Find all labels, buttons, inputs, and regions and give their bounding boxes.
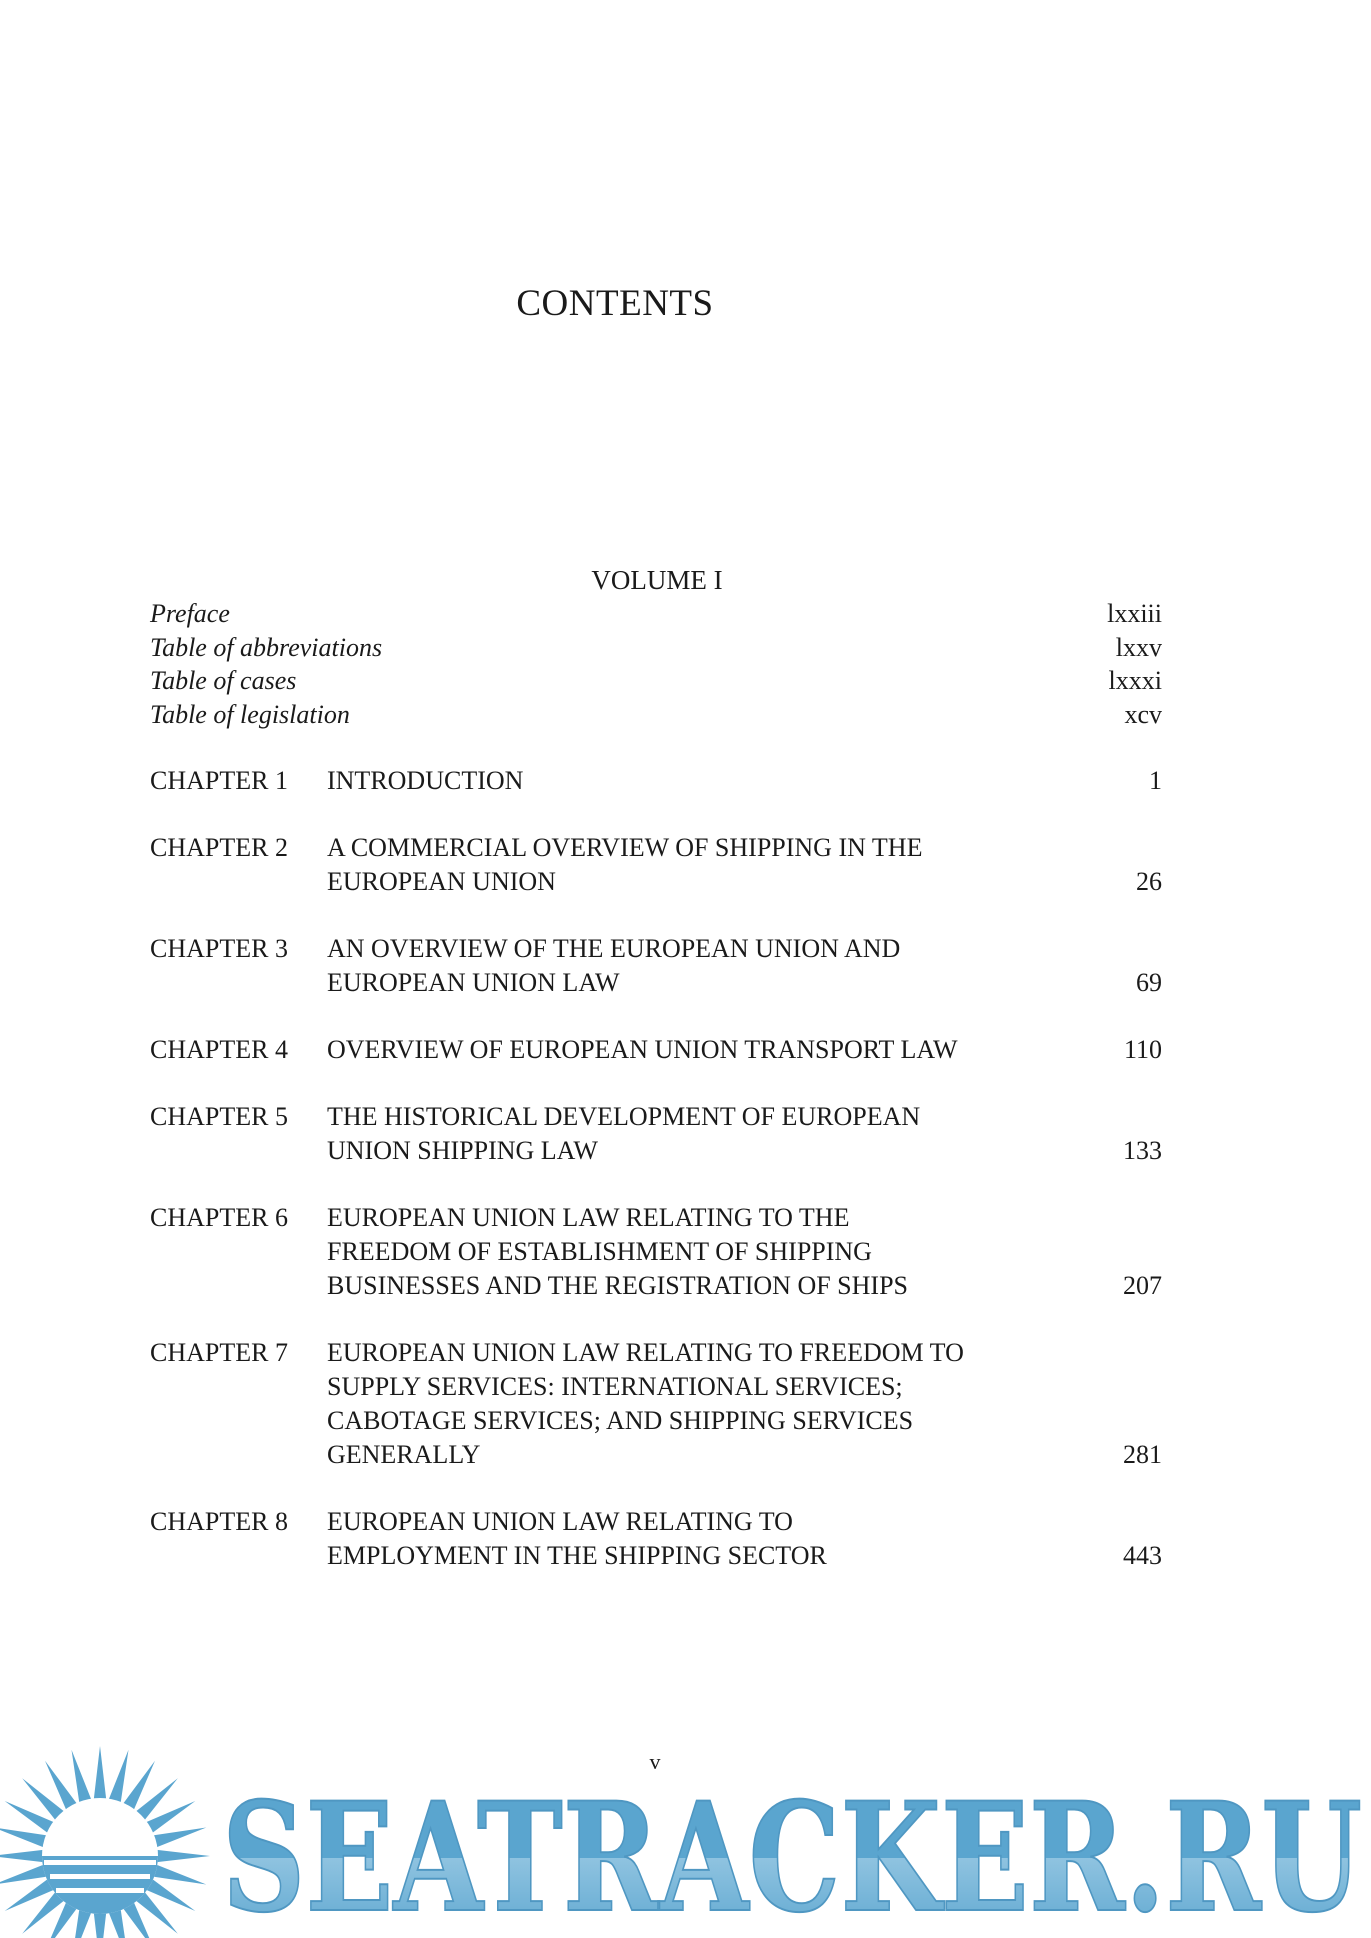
chapter-title-line: EUROPEAN UNION LAW	[327, 968, 620, 997]
chapter-row	[150, 1505, 1162, 1573]
chapter-title	[327, 1201, 1082, 1303]
chapter-row	[150, 831, 1162, 899]
chapter-list	[150, 764, 1162, 1606]
watermark-text: SEATRACKER.RU	[222, 1770, 1362, 1938]
chapter-page: 1	[1149, 766, 1162, 795]
chapter-label: CHAPTER 3	[150, 934, 288, 963]
chapter-title-line: EMPLOYMENT IN THE SHIPPING SECTOR	[327, 1541, 827, 1570]
chapter-label: CHAPTER 8	[150, 1507, 288, 1536]
sun-wave-line	[44, 1860, 156, 1865]
chapter-title	[327, 1336, 1082, 1472]
front-matter-title: Table of abbreviations	[150, 632, 383, 662]
chapter-label: CHAPTER 7	[150, 1338, 288, 1367]
chapter-title-line: BUSINESSES AND THE REGISTRATION OF SHIPS	[327, 1271, 909, 1300]
chapter-label: CHAPTER 1	[150, 766, 288, 795]
chapter-row	[150, 764, 1162, 798]
chapter-title-line: INTRODUCTION	[327, 766, 524, 795]
front-matter-row	[150, 631, 1162, 665]
chapter-row	[150, 1201, 1162, 1303]
chapter-page: 281	[1123, 1440, 1162, 1469]
chapter-title-line: OVERVIEW OF EUROPEAN UNION TRANSPORT LAW	[327, 1035, 958, 1064]
chapter-title-line: THE HISTORICAL DEVELOPMENT OF EUROPEAN	[327, 1102, 921, 1131]
page-title: CONTENTS	[516, 283, 714, 324]
sun-wave-line	[50, 1874, 150, 1879]
chapter-title-line: FREEDOM OF ESTABLISHMENT OF SHIPPING	[327, 1237, 872, 1266]
front-matter-row	[150, 597, 1162, 631]
chapter-title	[327, 831, 1082, 899]
page-folio: v	[649, 1749, 661, 1774]
front-matter-title: Preface	[150, 599, 230, 628]
chapter-title-line: GENERALLY	[327, 1440, 481, 1469]
front-matter-list	[150, 597, 1162, 731]
chapter-title	[327, 1505, 1082, 1573]
front-matter-title: Table of legislation	[150, 699, 350, 729]
chapter-row	[150, 1033, 1162, 1067]
chapter-page: 207	[1123, 1271, 1162, 1300]
chapter-page: 26	[1136, 867, 1162, 896]
chapter-title-line: SUPPLY SERVICES: INTERNATIONAL SERVICES;	[327, 1372, 903, 1401]
chapter-label: CHAPTER 4	[150, 1035, 288, 1064]
chapter-title-line: CABOTAGE SERVICES; AND SHIPPING SERVICES	[327, 1406, 914, 1435]
chapter-title	[327, 1033, 1082, 1067]
sun-logo-icon	[0, 1746, 210, 1938]
front-matter-title: Table of cases	[150, 666, 297, 695]
front-matter-row	[150, 698, 1162, 732]
front-matter-page: lxxv	[1115, 632, 1162, 662]
chapter-title-line: UNION SHIPPING LAW	[327, 1136, 598, 1165]
chapter-row	[150, 1100, 1162, 1168]
chapter-title-line: EUROPEAN UNION LAW RELATING TO FREEDOM TO	[327, 1338, 964, 1367]
chapter-label: CHAPTER 6	[150, 1203, 288, 1232]
chapter-label: CHAPTER 2	[150, 833, 288, 862]
front-matter-page: lxxiii	[1107, 599, 1162, 628]
front-matter-page: xcv	[1124, 699, 1162, 729]
chapter-page: 443	[1123, 1541, 1162, 1570]
chapter-page: 133	[1123, 1136, 1162, 1165]
chapter-page: 69	[1136, 968, 1162, 997]
chapter-title-line: EUROPEAN UNION LAW RELATING TO THE	[327, 1203, 850, 1232]
chapter-label: CHAPTER 5	[150, 1102, 288, 1131]
chapter-title	[327, 932, 1082, 1000]
volume-heading: VOLUME I	[591, 565, 723, 595]
chapter-title-line: A COMMERCIAL OVERVIEW OF SHIPPING IN THE	[327, 833, 923, 862]
chapter-title	[327, 764, 1082, 798]
chapter-title-line: EUROPEAN UNION	[327, 867, 556, 896]
watermark-banner	[0, 1740, 1371, 1938]
front-matter-page: lxxxi	[1108, 666, 1162, 695]
chapter-title-line: AN OVERVIEW OF THE EUROPEAN UNION AND	[327, 934, 901, 963]
chapter-title-line: EUROPEAN UNION LAW RELATING TO	[327, 1507, 793, 1536]
sun-wave-line	[56, 1888, 144, 1893]
chapter-row	[150, 1336, 1162, 1472]
chapter-page: 110	[1123, 1035, 1162, 1064]
chapter-row	[150, 932, 1162, 1000]
front-matter-row	[150, 664, 1162, 698]
chapter-title	[327, 1100, 1082, 1168]
